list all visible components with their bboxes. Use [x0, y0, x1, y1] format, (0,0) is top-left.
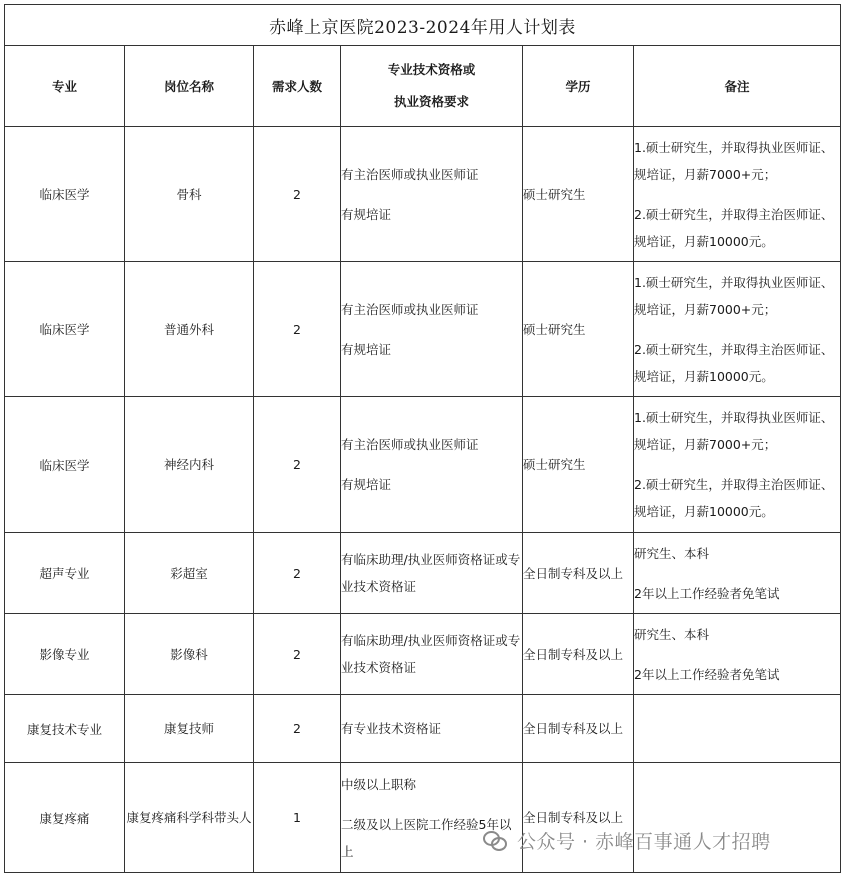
cell-position: [125, 695, 254, 763]
education-text: 全日制专科及以上: [523, 565, 624, 581]
qualification-text: 有规培证: [341, 341, 392, 357]
qualification-text: 有主治医师或执业医师证: [341, 301, 479, 317]
header-education: 学历: [523, 46, 634, 127]
table-row: [5, 262, 841, 397]
remark-text: 1.硕士研究生，并取得执业医师证、规培证，月薪7000+元；: [634, 139, 834, 182]
position-text: 骨科: [176, 186, 202, 202]
table-row: [5, 533, 841, 614]
header-major: 专业: [5, 46, 125, 127]
cell-major: 临床医学: [5, 127, 125, 262]
remark-text: 2.硕士研究生，并取得主治医师证、规培证，月薪10000元。: [634, 206, 834, 249]
education-text: 硕士研究生: [523, 457, 586, 472]
qualification-text: 有规培证: [341, 206, 392, 222]
table-row: [5, 127, 841, 262]
cell-position: [125, 533, 254, 614]
table-body: [5, 127, 841, 873]
position-text: 康复疼痛科学科带头人: [126, 810, 252, 825]
position-text: 神经内科: [163, 457, 214, 472]
cell-position: [125, 763, 254, 873]
position-text: 影像科: [170, 646, 208, 662]
cell-education: [523, 614, 634, 695]
position-text: 普通外科: [163, 321, 214, 337]
remark-text: 研究生、本科: [634, 626, 710, 642]
cell-education: [523, 262, 634, 397]
qualification-text: 有临床助理/执业医师资格证或专业技术资格证: [341, 633, 521, 675]
cell-count: 2: [254, 262, 341, 397]
cell-position: [125, 127, 254, 262]
cell-count: 2: [254, 397, 341, 533]
wechat-icon: [483, 829, 509, 851]
cell-remarks: [634, 533, 841, 614]
cell-major: 临床医学: [5, 397, 125, 533]
cell-education: [523, 397, 634, 533]
header-qual-line2: 执业资格要求: [393, 94, 469, 109]
cell-qualification: [341, 695, 523, 763]
qualification-text: 有规培证: [341, 477, 392, 492]
qualification-text: 二级及以上医院工作经验5年以上: [341, 816, 512, 859]
cell-position: [125, 614, 254, 695]
cell-remarks: [634, 262, 841, 397]
qualification-text: 有临床助理/执业医师资格证或专业技术资格证: [341, 552, 521, 594]
cell-qualification: [341, 397, 523, 533]
education-text: 全日制专科及以上: [523, 810, 624, 825]
cell-major: 影像专业: [5, 614, 125, 695]
watermark-text: 公众号 · 赤峰百事通人才招聘: [517, 830, 771, 853]
header-position: 岗位名称: [125, 46, 254, 127]
cell-count: 1: [254, 763, 341, 873]
qualification-text: 有主治医师或执业医师证: [341, 437, 479, 452]
remark-text: 1.硕士研究生，并取得执业医师证、规培证，月薪7000+元；: [634, 274, 834, 317]
header-qual-line1: 专业技术资格或: [387, 62, 476, 77]
cell-position: [125, 397, 254, 533]
qualification-text: 有主治医师或执业医师证: [341, 166, 479, 182]
cell-qualification: [341, 614, 523, 695]
cell-count: 2: [254, 695, 341, 763]
watermark: [483, 822, 771, 858]
cell-major: 超声专业: [5, 533, 125, 614]
cell-count: 2: [254, 614, 341, 695]
position-text: 康复技师: [163, 721, 214, 736]
remark-text: 2.硕士研究生，并取得主治医师证、规培证，月薪10000元。: [634, 341, 834, 384]
cell-qualification: [341, 262, 523, 397]
education-text: 硕士研究生: [523, 186, 586, 202]
education-text: 硕士研究生: [523, 321, 586, 337]
remark-text: 1.硕士研究生，并取得执业医师证、规培证，月薪7000+元；: [634, 410, 834, 452]
cell-position: [125, 262, 254, 397]
header-row: [5, 46, 841, 127]
education-text: 全日制专科及以上: [523, 721, 624, 736]
header-qualification: [341, 46, 523, 127]
cell-count: 2: [254, 127, 341, 262]
cell-remarks: [634, 397, 841, 533]
table-row: [5, 614, 841, 695]
remark-text: 2.硕士研究生，并取得主治医师证、规培证，月薪10000元。: [634, 477, 834, 519]
cell-qualification: [341, 533, 523, 614]
remark-text: 2年以上工作经验者免笔试: [634, 585, 780, 601]
cell-education: [523, 695, 634, 763]
cell-qualification: [341, 127, 523, 262]
table-row: [5, 695, 841, 763]
education-text: 全日制专科及以上: [523, 646, 624, 662]
cell-remarks: [634, 127, 841, 262]
cell-education: [523, 533, 634, 614]
table-row: [5, 397, 841, 533]
title-row: [5, 5, 841, 46]
remark-text: 研究生、本科: [634, 545, 710, 561]
qualification-text: 中级以上职称: [341, 776, 417, 792]
cell-major: 康复技术专业: [5, 695, 125, 763]
cell-remarks: [634, 614, 841, 695]
header-remarks: 备注: [634, 46, 841, 127]
cell-education: [523, 127, 634, 262]
qualification-text: 有专业技术资格证: [341, 721, 442, 736]
remark-text: 2年以上工作经验者免笔试: [634, 666, 780, 682]
cell-remarks: [634, 695, 841, 763]
cell-major: 康复疼痛: [5, 763, 125, 873]
table-title: 赤峰上京医院2023-2024年用人计划表: [5, 5, 841, 46]
cell-major: 临床医学: [5, 262, 125, 397]
recruitment-plan-table: [4, 4, 841, 873]
cell-count: 2: [254, 533, 341, 614]
position-text: 彩超室: [170, 565, 208, 581]
header-count: 需求人数: [254, 46, 341, 127]
